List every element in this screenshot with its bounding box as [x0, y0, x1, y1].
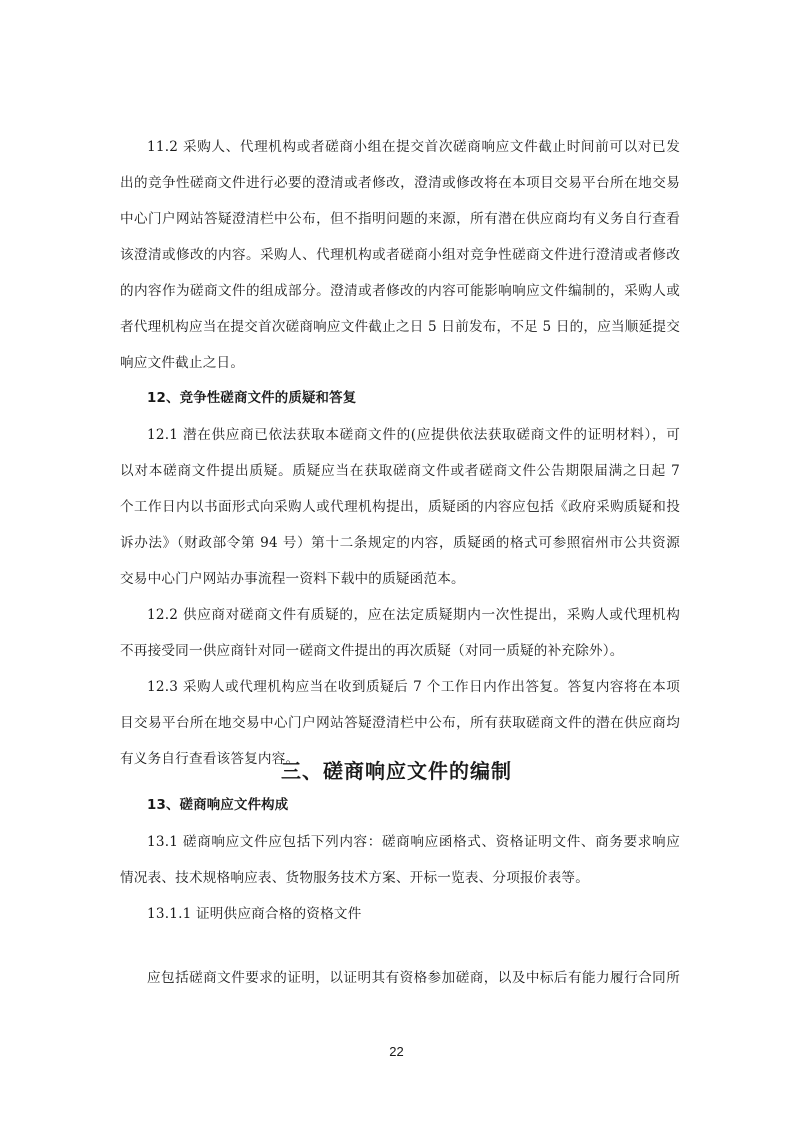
paragraph-11-2-line-7: 响应文件截止之日。	[120, 355, 245, 371]
paragraph-12-1-line-4: 诉办法》（财政部令第 94 号）第十二条规定的内容，质疑函的格式可参照宿州市公共资源	[120, 535, 680, 551]
paragraph-12-1-line-3: 个工作日内以书面形式向采购人或代理机构提出，质疑函的内容应包括《政府采购质疑和投	[120, 499, 680, 515]
paragraph-12-1-line-2: 以对本磋商文件提出质疑。质疑应当在获取磋商文件或者磋商文件公告期限届满之日起 7	[120, 463, 680, 479]
paragraph-12-2-line-2: 不再接受同一供应商针对同一磋商文件提出的再次质疑（对同一质疑的补充除外）。	[120, 643, 624, 659]
chapter-title: 三、磋商响应文件的编制	[281, 759, 512, 783]
section-heading-12: 12、竞争性磋商文件的质疑和答复	[147, 391, 357, 406]
paragraph-12-3-line-1: 12.3 采购人或代理机构应当在收到质疑后 7 个工作日内作出答复。答复内容将在本项	[147, 679, 680, 695]
section-heading-13: 13、磋商响应文件构成	[147, 798, 289, 813]
paragraph-11-2-line-2: 出的竞争性磋商文件进行必要的澄清或者修改，澄清或修改将在本项目交易平台所在地交易	[120, 175, 680, 191]
paragraph-12-2-line-1: 12.2 供应商对磋商文件有质疑的，应在法定质疑期内一次性提出，采购人或代理机构	[147, 607, 680, 623]
paragraph-13-1-1-body-line-1: 应包括磋商文件要求的证明，以证明其有资格参加磋商，以及中标后有能力履行合同所	[147, 970, 680, 986]
paragraph-12-3-line-2: 目交易平台所在地交易中心门户网站答疑澄清栏中公布，所有获取磋商文件的潜在供应商均	[120, 715, 680, 731]
paragraph-13-1-line-2: 情况表、技术规格响应表、货物服务技术方案、开标一览表、分项报价表等。	[120, 870, 589, 886]
paragraph-11-2-line-3: 中心门户网站答疑澄清栏中公布，但不指明问题的来源，所有潜在供应商均有义务自行查看	[120, 211, 680, 227]
paragraph-13-1-1-heading: 13.1.1 证明供应商合格的资格文件	[147, 906, 362, 922]
paragraph-12-1-line-1: 12.1 潜在供应商已依法获取本磋商文件的(应提供依法获取磋商文件的证明材料），可	[147, 427, 680, 443]
paragraph-13-1-line-1: 13.1 磋商响应文件应包括下列内容：磋商响应函格式、资格证明文件、商务要求响应	[147, 834, 680, 850]
paragraph-11-2-line-4: 该澄清或修改的内容。采购人、代理机构或者磋商小组对竞争性磋商文件进行澄清或者修改	[120, 247, 680, 263]
paragraph-11-2-line-5: 的内容作为磋商文件的组成部分。澄清或者修改的内容可能影响响应文件编制的，采购人或	[120, 283, 680, 299]
paragraph-11-2-line-6: 者代理机构应当在提交首次磋商响应文件截止之日 5 日前发布，不足 5 日的，应当顺延提交	[120, 319, 680, 335]
paragraph-12-1-line-5: 交易中心门户网站办事流程一资料下载中的质疑函范本。	[120, 571, 465, 587]
page-number: 22	[389, 1044, 404, 1059]
paragraph-12-3-line-3: 有义务自行查看该答复内容。	[120, 751, 300, 767]
paragraph-11-2-line-1: 11.2 采购人、代理机构或者磋商小组在提交首次磋商响应文件截止时间前可以对已发	[147, 139, 680, 155]
